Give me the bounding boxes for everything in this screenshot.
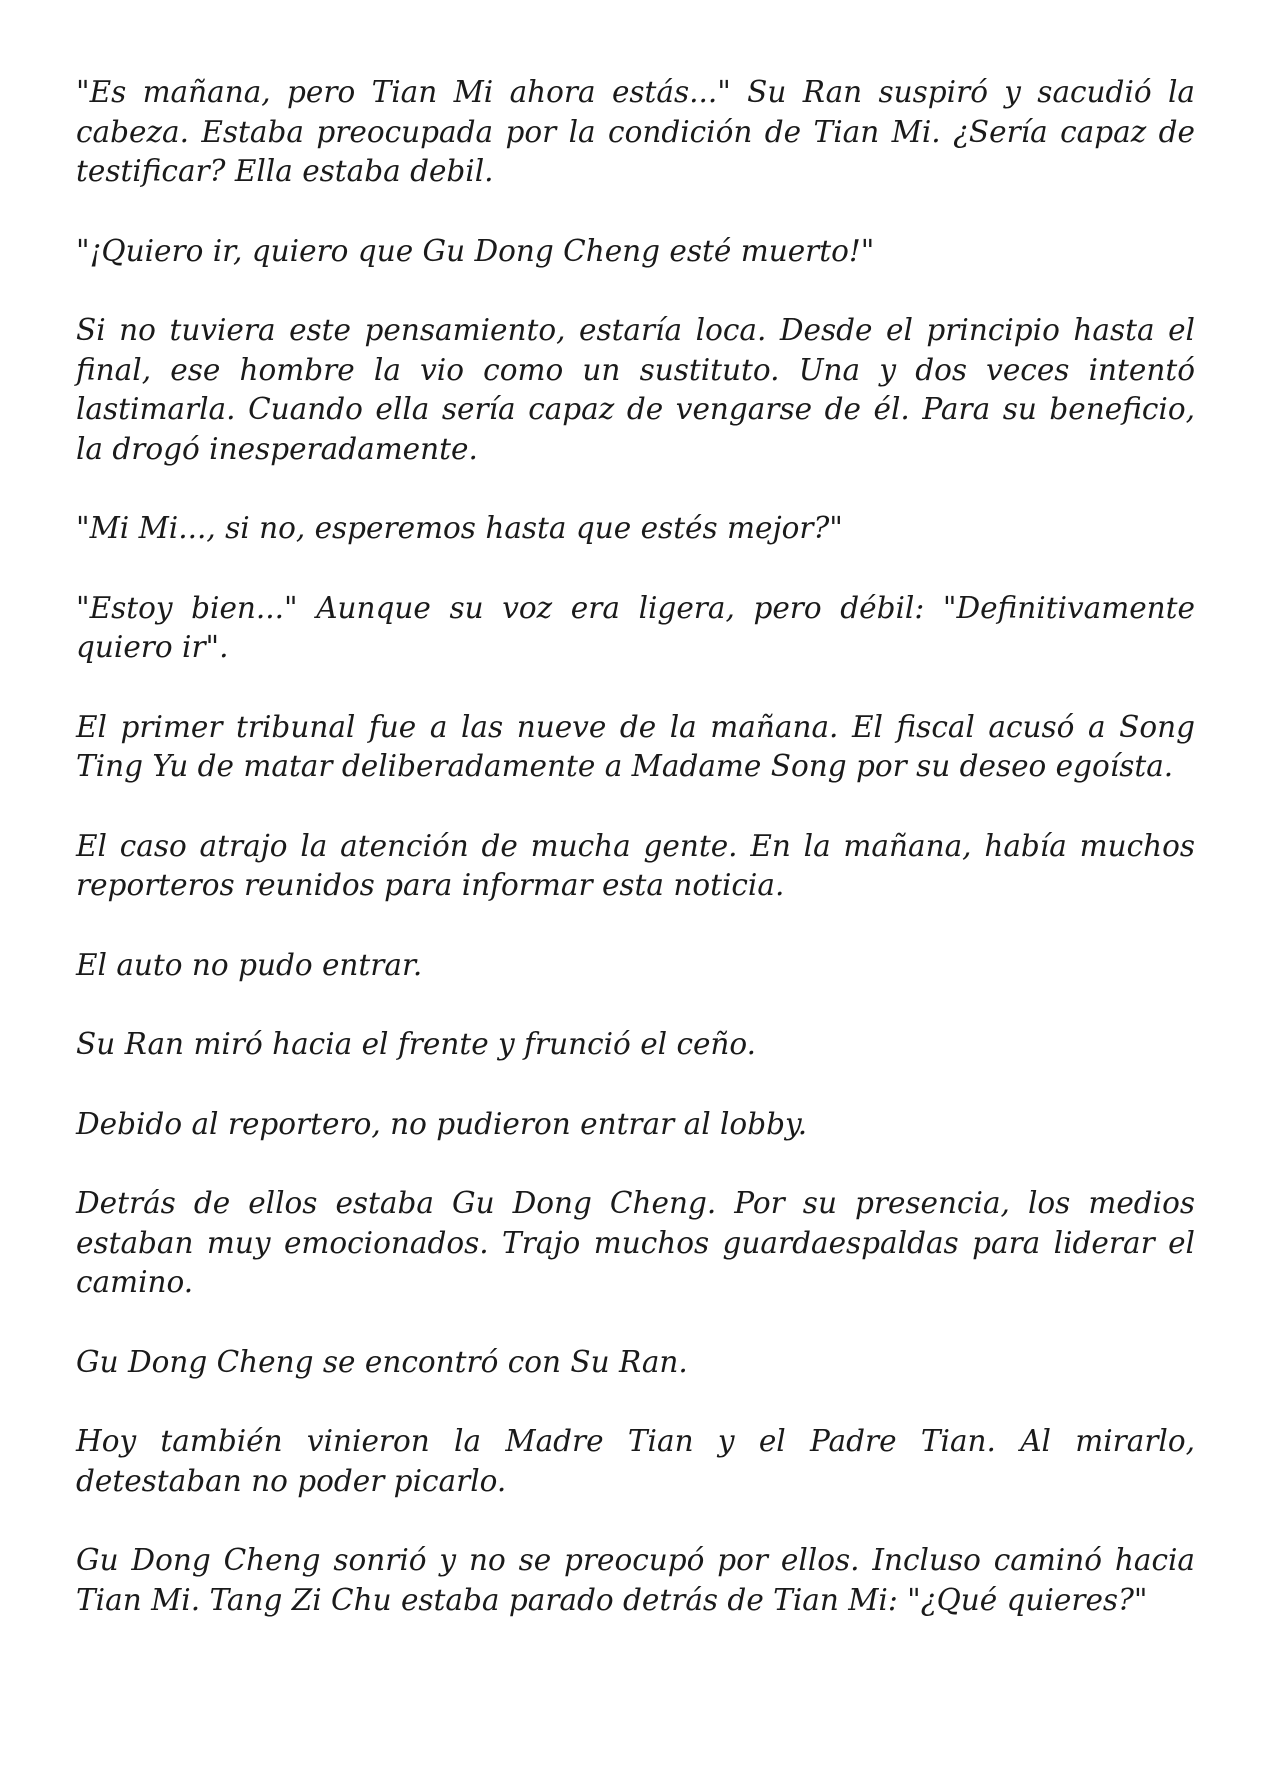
paragraph: El auto no pudo entrar. <box>76 947 423 982</box>
paragraph: Si no tuviera este pensamiento, estaría loca. Desde el principio hasta el final, ese hombre la vio como un sustituto. Una y dos veces intentó lastimarla. Cuando ella sería capaz de vengarse de él. Para su beneficio, la drogó inesperadamente. <box>76 313 1195 466</box>
paragraph: Debido al reportero, no pudieron entrar al lobby. <box>76 1106 808 1141</box>
paragraph: "Estoy bien..." Aunque su voz era ligera, pero débil: "Definitivamente quiero ir". <box>76 590 1195 664</box>
paragraph: El caso atrajo la atención de mucha gente. En la mañana, había muchos reporteros reunidos para informar esta noticia. <box>76 828 1195 902</box>
paragraph: Hoy también vinieron la Madre Tian y el Padre Tian. Al mirarlo, detestaban no poder picarlo. <box>76 1424 1195 1498</box>
paragraph: Gu Dong Cheng sonrió y no se preocupó por ellos. Incluso caminó hacia Tian Mi. Tang Zi Chu estaba parado detrás de Tian Mi: "¿Qué quieres?" <box>76 1543 1195 1617</box>
paragraph: "Mi Mi..., si no, esperemos hasta que estés mejor?" <box>76 511 843 545</box>
paragraph: Detrás de ellos estaba Gu Dong Cheng. Por su presencia, los medios estaban muy emocionados. Trajo muchos guardaespaldas para liderar el camino. <box>76 1186 1195 1299</box>
paragraph: Su Ran miró hacia el frente y frunció el ceño. <box>76 1027 757 1061</box>
paragraph: "¡Quiero ir, quiero que Gu Dong Cheng esté muerto!" <box>76 233 875 268</box>
paragraph: El primer tribunal fue a las nueve de la mañana. El fiscal acusó a Song Ting Yu de matar deliberadamente a Madame Song por su deseo egoísta. <box>76 709 1195 783</box>
paragraph: "Es mañana, pero Tian Mi ahora estás..." Su Ran suspiró y sacudió la cabeza. Estaba preocupada por la condición de Tian Mi. ¿Sería capaz de testificar? Ella estaba debil. <box>76 75 1195 188</box>
paragraph: Gu Dong Cheng se encontró con Su Ran. <box>76 1344 688 1379</box>
document-page <box>76 73 1195 1620</box>
